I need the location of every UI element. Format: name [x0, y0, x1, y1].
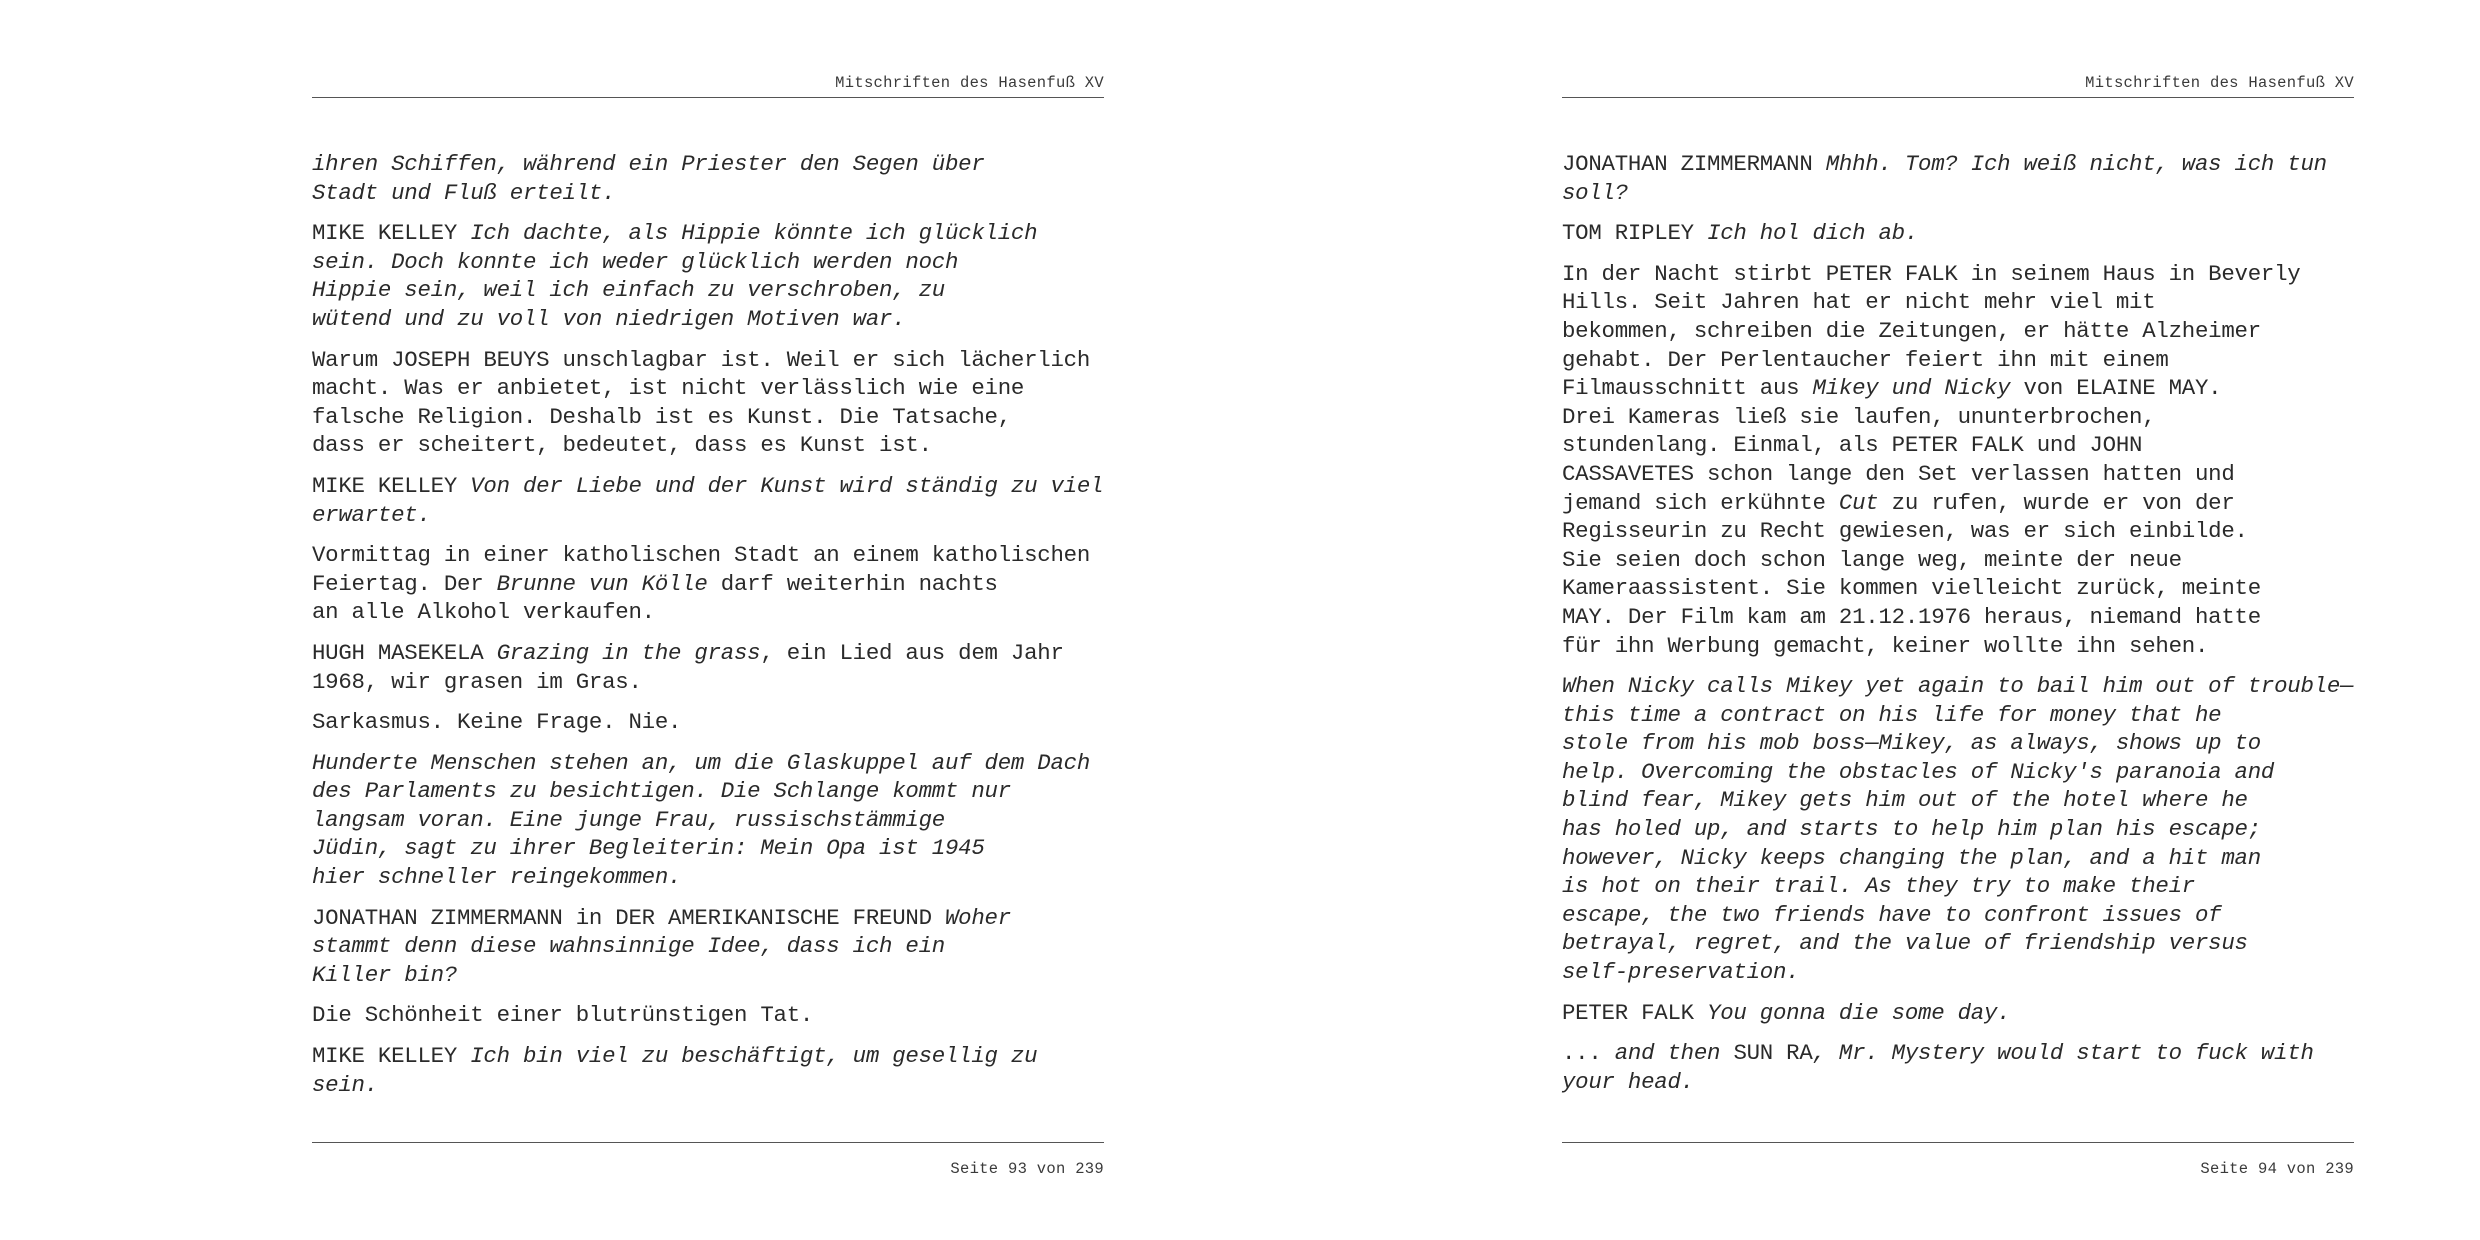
italic-text: Ich hol dich ab. [1707, 220, 1919, 247]
italic-text: help. Overcoming the obstacles of Nicky's paranoia and [1562, 758, 2275, 785]
text-run: In der Nacht stirbt PETER FALK in seinem Haus in Beverly [1562, 260, 2301, 287]
text-line [1562, 374, 2354, 403]
text-line [1562, 929, 2354, 958]
text-run: JONATHAN ZIMMERMANN in DER AMERIKANISCHE FREUND [312, 904, 945, 931]
text-run: MIKE KELLEY [312, 220, 471, 247]
text-run: falsche Religion. Deshalb ist es Kunst. Die Tatsache, [312, 403, 1011, 430]
text-line [312, 248, 1104, 277]
italic-text: You gonna die some day. [1707, 999, 2011, 1026]
text-line [1562, 431, 2354, 460]
italic-text: Mikey und Nicky [1812, 375, 2011, 402]
italic-text: Hunderte Menschen stehen an, um die Glaskuppel auf dem Dach [312, 749, 1091, 776]
left-page [312, 0, 1104, 1240]
text-run: dass er scheitert, bedeutet, dass es Kunst ist. [312, 432, 932, 459]
italic-text: betrayal, regret, and the value of friendship versus [1562, 930, 2248, 957]
paragraph [1562, 219, 2354, 248]
text-line [312, 668, 1104, 697]
text-run: stundenlang. Einmal, als PETER FALK und JOHN [1562, 432, 2143, 459]
italic-text: self-preservation. [1562, 959, 1800, 986]
text-line [1562, 179, 2354, 208]
text-run: MIKE KELLEY [312, 1043, 471, 1070]
text-line [1562, 844, 2354, 873]
running-header: Mitschriften des Hasenfuß XV [835, 74, 1104, 92]
italic-text: however, Nicky keeps changing the plan, and a hit man [1562, 844, 2261, 871]
paragraph [1562, 260, 2354, 660]
text-line [312, 501, 1104, 530]
text-run: Hills. Seit Jahren hat er nicht mehr viel mit [1562, 289, 2156, 316]
text-line [312, 305, 1104, 334]
text-line [1562, 786, 2354, 815]
text-line [1562, 260, 2354, 289]
paragraph [312, 346, 1104, 460]
text-line [312, 179, 1104, 208]
text-line [312, 276, 1104, 305]
italic-text: Woher [944, 904, 1011, 931]
page-number: Seite 94 von 239 [2200, 1160, 2354, 1178]
text-line [1562, 150, 2354, 179]
text-run: bekommen, schreiben die Zeitungen, er hätte Alzheimer [1562, 317, 2261, 344]
text-line [1562, 317, 2354, 346]
paragraph [312, 541, 1104, 627]
italic-text: Brunne vun Kölle [496, 570, 708, 597]
italic-text: Ich bin viel zu beschäftigt, um gesellig zu [470, 1043, 1038, 1070]
text-run: PETER FALK [1562, 999, 1708, 1026]
text-line [1562, 489, 2354, 518]
italic-text: stammt denn diese wahnsinnige Idee, dass ich ein [312, 933, 945, 960]
text-line [1562, 546, 2354, 575]
text-run: ... [1562, 1040, 1615, 1067]
text-line [1562, 517, 2354, 546]
italic-text: Cut [1838, 489, 1879, 516]
text-run: TOM RIPLEY [1562, 220, 1708, 247]
italic-text: Killer bin? [312, 961, 458, 988]
text-line [1562, 603, 2354, 632]
italic-text: Von der Liebe und der Kunst wird ständig zu viel [470, 472, 1104, 499]
text-line [1562, 346, 2354, 375]
text-line [1562, 672, 2354, 701]
text-line [312, 472, 1104, 501]
text-run: Filmausschnitt aus [1562, 375, 1813, 402]
text-line [312, 961, 1104, 990]
text-line [312, 150, 1104, 179]
italic-text: and then [1614, 1040, 1734, 1067]
text-run: Sarkasmus. Keine Frage. Nie. [312, 709, 682, 736]
page-number: Seite 93 von 239 [950, 1160, 1104, 1178]
text-line [312, 541, 1104, 570]
italic-text: Hippie sein, weil ich einfach zu verschroben, zu [312, 277, 945, 304]
italic-text: Jüdin, sagt zu ihrer Begleiterin: Mein Opa ist 1945 [312, 835, 985, 862]
text-line [312, 1042, 1104, 1071]
text-line [1562, 701, 2354, 730]
text-run: Vormittag in einer katholischen Stadt an einem katholischen [312, 542, 1091, 569]
text-line [1562, 958, 2354, 987]
text-line [1562, 872, 2354, 901]
text-line [312, 708, 1104, 737]
paragraph [312, 1042, 1104, 1099]
paragraph [312, 1001, 1104, 1030]
text-line [312, 863, 1104, 892]
text-run: macht. Was er anbietet, ist nicht verlässlich wie eine [312, 375, 1025, 402]
italic-text: wütend und zu voll von niedrigen Motiven war. [312, 305, 906, 332]
italic-text: blind fear, Mikey gets him out of the hotel where he [1562, 787, 2248, 814]
text-line [312, 932, 1104, 961]
text-run: JONATHAN ZIMMERMANN [1562, 151, 1826, 177]
text-run: jemand sich erkühnte [1562, 489, 1839, 516]
text-line [312, 374, 1104, 403]
header-rule [312, 97, 1104, 98]
text-line [312, 431, 1104, 460]
italic-text: is hot on their trail. As they try to make their [1562, 873, 2195, 900]
italic-text: sein. [312, 1071, 378, 1098]
italic-text: ihren Schiffen, während ein Priester den Segen über [312, 151, 985, 177]
text-run: Sie seien doch schon lange weg, meinte der neue [1562, 546, 2182, 573]
text-run: Regisseurin zu Recht gewiesen, was er sich einbilde. [1562, 518, 2248, 545]
text-line [1562, 758, 2354, 787]
text-run: Kameraassistent. Sie kommen vielleicht zurück, meinte [1562, 575, 2261, 602]
text-run: von ELAINE MAY. [2010, 375, 2222, 402]
right-page [1562, 0, 2354, 1240]
text-line [312, 570, 1104, 599]
text-line [312, 346, 1104, 375]
text-line [1562, 403, 2354, 432]
paragraph [312, 219, 1104, 333]
footer-rule [312, 1142, 1104, 1143]
text-line [312, 749, 1104, 778]
italic-text: Stadt und Fluß erteilt. [312, 179, 616, 206]
text-run: , ein Lied aus dem Jahr [760, 639, 1064, 666]
page-body [312, 150, 1104, 1111]
text-line [1562, 729, 2354, 758]
text-run: gehabt. Der Perlentaucher feiert ihn mit einem [1562, 346, 2169, 373]
text-line [1562, 288, 2354, 317]
paragraph [1562, 1039, 2354, 1096]
italic-text: Mhhh. Tom? Ich weiß nicht, was ich tun [1825, 151, 2327, 177]
text-line [1562, 460, 2354, 489]
paragraph [312, 472, 1104, 529]
paragraph [312, 708, 1104, 737]
italic-text: hier schneller reingekommen. [312, 864, 682, 891]
text-line [312, 777, 1104, 806]
italic-text: erwartet. [312, 501, 431, 528]
text-run: an alle Alkohol verkaufen. [312, 599, 655, 626]
paragraph [1562, 999, 2354, 1028]
text-line [1562, 1039, 2354, 1068]
paragraph [312, 904, 1104, 990]
italic-text: your head. [1562, 1068, 1694, 1095]
text-run: für ihn Werbung gemacht, keiner wollte ihn sehen. [1562, 632, 2209, 659]
text-run: 1968, wir grasen im Gras. [312, 668, 642, 695]
text-line [1562, 901, 2354, 930]
text-line [312, 219, 1104, 248]
italic-text: Grazing in the grass [496, 639, 761, 666]
text-line [1562, 1068, 2354, 1097]
text-line [312, 806, 1104, 835]
paragraph [1562, 672, 2354, 987]
text-run: MAY. Der Film kam am 21.12.1976 heraus, niemand hatte [1562, 603, 2261, 630]
paragraph [1562, 150, 2354, 207]
text-run: darf weiterhin nachts [707, 570, 998, 597]
text-line [312, 1001, 1104, 1030]
paragraph [312, 749, 1104, 892]
text-run: MIKE KELLEY [312, 472, 471, 499]
text-line [312, 834, 1104, 863]
italic-text: soll? [1562, 179, 1628, 206]
italic-text: langsam voran. Eine junge Frau, russischstämmige [312, 806, 945, 833]
text-line [1562, 219, 2354, 248]
text-run: SUN RA [1733, 1040, 1813, 1067]
text-run: CASSAVETES schon lange den Set verlassen hatten und [1562, 460, 2235, 487]
text-line [312, 904, 1104, 933]
text-line [1562, 815, 2354, 844]
paragraph [312, 639, 1104, 696]
text-run: Die Schönheit einer blutrünstigen Tat. [312, 1002, 814, 1029]
text-line [312, 598, 1104, 627]
italic-text: has holed up, and starts to help him plan his escape; [1562, 816, 2261, 843]
page-body [1562, 150, 2354, 1108]
italic-text: sein. Doch konnte ich weder glücklich werden noch [312, 248, 959, 275]
text-run: zu rufen, wurde er von der [1878, 489, 2235, 516]
text-line [1562, 574, 2354, 603]
text-line [1562, 632, 2354, 661]
italic-text: this time a contract on his life for money that he [1562, 701, 2222, 728]
text-line [312, 639, 1104, 668]
text-run: Drei Kameras ließ sie laufen, ununterbrochen, [1562, 403, 2156, 430]
text-run: HUGH MASEKELA [312, 639, 497, 666]
italic-text: stole from his mob boss—Mikey, as always, shows up to [1562, 730, 2261, 757]
text-run: Feiertag. Der [312, 570, 497, 597]
italic-text: Ich dachte, als Hippie könnte ich glücklich [470, 220, 1038, 247]
text-line [312, 403, 1104, 432]
text-line [1562, 999, 2354, 1028]
footer-rule [1562, 1142, 2354, 1143]
text-line [312, 1071, 1104, 1100]
text-run: Warum JOSEPH BEUYS unschlagbar ist. Weil er sich lächerlich [312, 346, 1091, 373]
running-header: Mitschriften des Hasenfuß XV [2085, 74, 2354, 92]
header-rule [1562, 97, 2354, 98]
italic-text: When Nicky calls Mikey yet again to bail him out of trouble— [1562, 673, 2354, 700]
italic-text: , Mr. Mystery would start to fuck with [1812, 1040, 2314, 1067]
italic-text: des Parlaments zu besichtigen. Die Schlange kommt nur [312, 778, 1011, 805]
paragraph [312, 150, 1104, 207]
italic-text: escape, the two friends have to confront issues of [1562, 901, 2222, 928]
